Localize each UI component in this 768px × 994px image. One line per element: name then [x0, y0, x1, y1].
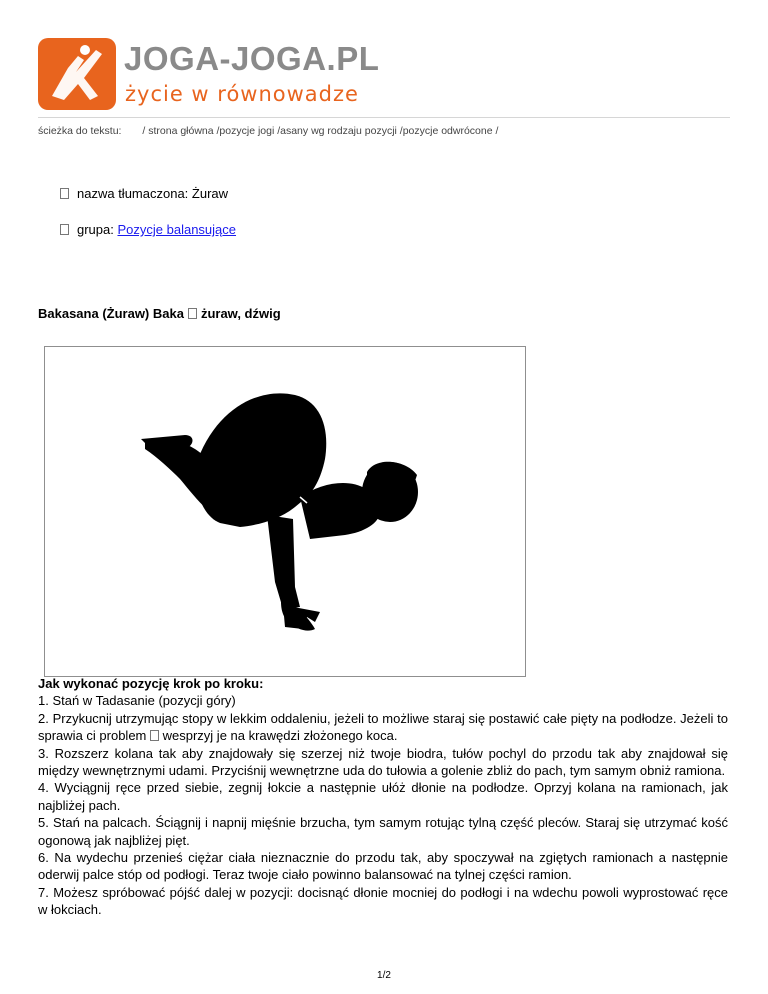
instruction-step	[38, 710, 728, 745]
translated-name-label: nazwa tłumaczona:	[77, 186, 192, 201]
breadcrumb	[38, 125, 498, 137]
logo-title: JOGA-JOGA.PL	[124, 40, 380, 77]
pose-heading	[38, 306, 281, 321]
group-item	[60, 222, 236, 237]
page-number: 1/2	[377, 970, 391, 981]
header-divider	[38, 117, 730, 118]
missing-glyph-icon	[150, 730, 159, 741]
pose-heading-meaning: żuraw, dźwig	[200, 306, 281, 321]
translated-name-item	[60, 186, 228, 201]
yoga-logo-icon	[38, 38, 116, 110]
instruction-step-text: wesprzyj je na krawędzi złożonego koca.	[162, 728, 398, 744]
instructions	[38, 675, 728, 919]
instructions-title: Jak wykonać pozycję krok po kroku:	[38, 676, 264, 691]
group-link[interactable]: Pozycje balansujące	[117, 222, 237, 237]
translated-name-value: Żuraw	[191, 186, 229, 201]
instruction-step: 4. Wyciągnij ręce przed siebie, zegnij łokcie a następnie ułóż dłonie na podłodze. Oprzyj kolana na ramionach, jak najbliżej pach.	[38, 780, 728, 813]
breadcrumb-label: ścieżka do tekstu:	[38, 125, 122, 137]
pose-heading-name: Bakasana (Żuraw) Baka	[38, 306, 184, 321]
missing-glyph-icon	[60, 224, 69, 235]
instruction-step: 3. Rozszerz kolana tak aby znajdowały się szerzej niż twoje biodra, tułów pochyl do przodu tak aby znajdował się między wewnętrznymi udami. Przyciśnij wewnętrzne uda do tułowia a golenie zbliż do pach, tym samym obniż ramiona.	[38, 745, 728, 779]
crow-pose-silhouette-icon	[45, 347, 525, 676]
instruction-step-text: 2. Przykucnij utrzymując stopy w lekkim oddaleniu, jeżeli to możliwe staraj się postawić całe pięty na podłodze. Jeżeli to sprawia ci problem	[38, 710, 728, 744]
site-logo[interactable]	[38, 38, 380, 112]
instruction-step: 7. Możesz spróbować pójść dalej w pozycji: docisnąć dłonie mocniej do podłogi i na wdechu powoli wyprostować ręce w łokciach.	[38, 884, 728, 918]
instruction-step: 1. Stań w Tadasanie (pozycji góry)	[38, 693, 236, 709]
instruction-step: 5. Stań na palcach. Ściągnij i napnij mięśnie brzucha, tym samym rotując tylną część pleców. Staraj się utrzymać kość ogonową jak najbliżej pięt.	[38, 815, 728, 848]
instruction-step: 6. Na wydechu przenieś ciężar ciała nieznacznie do przodu tak, aby spoczywał na zgiętych ramionach a następnie oderwij palce stóp od podłogi. Teraz twoje ciało powinno balansować na tylnej części ramion.	[38, 850, 728, 883]
group-label: grupa:	[77, 222, 118, 237]
breadcrumb-path[interactable]: / strona główna /pozycje jogi /asany wg rodzaju pozycji /pozycje odwrócone /	[142, 125, 499, 137]
missing-glyph-icon	[60, 188, 69, 199]
pose-photo	[44, 346, 526, 677]
missing-glyph-icon	[188, 308, 197, 319]
logo-subtitle: życie w równowadze	[125, 82, 359, 106]
